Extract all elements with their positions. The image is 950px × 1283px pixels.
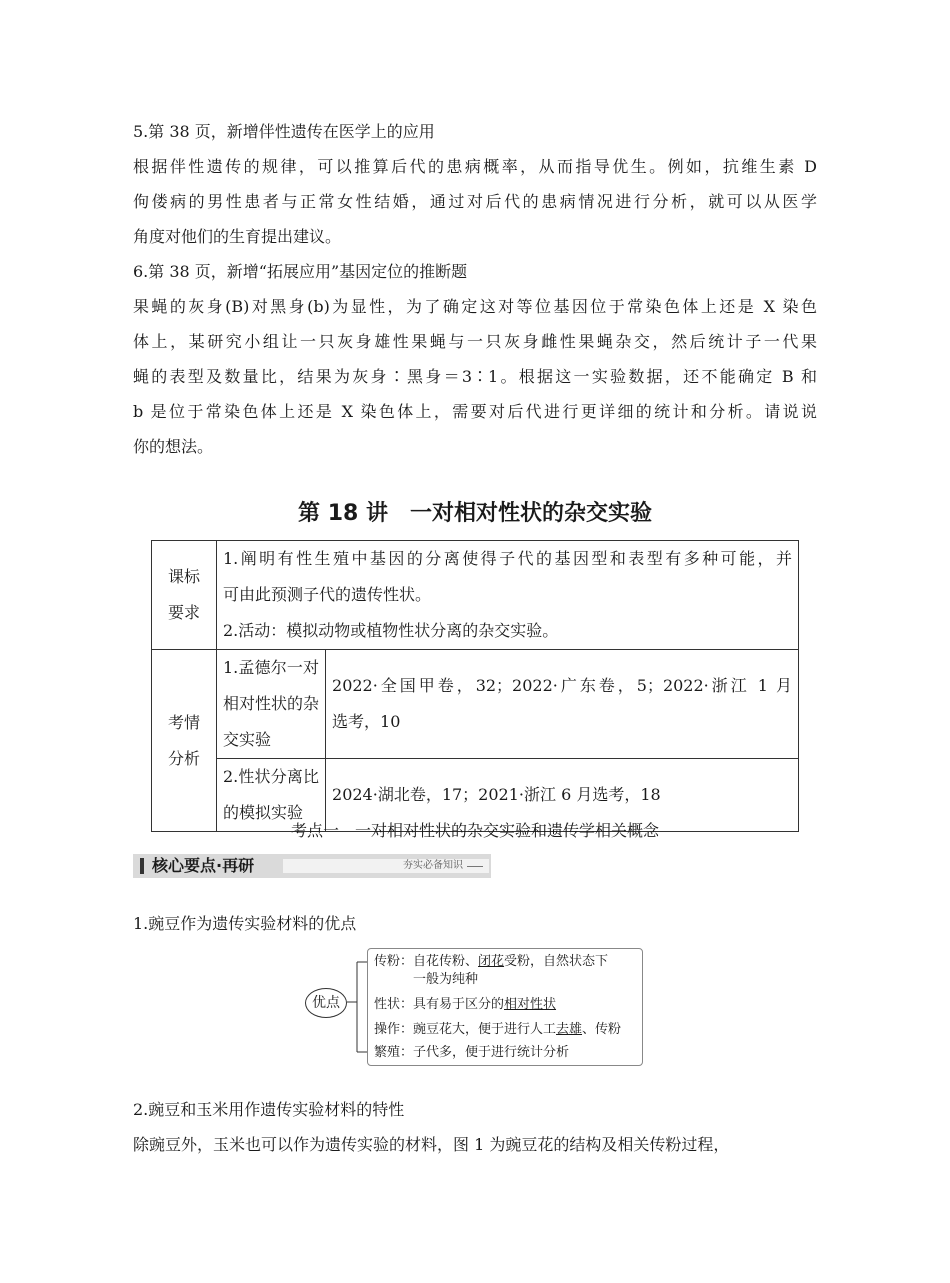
content-line: 2.活动：模拟动物或植物性状分离的杂交实验。 (223, 621, 559, 640)
point1-heading: 1.豌豆作为遗传实验材料的优点 (133, 914, 357, 933)
topic-line: 相对性状的杂 (223, 694, 320, 713)
diagram-box (367, 948, 643, 1066)
curriculum-content (217, 541, 799, 650)
text-line: b 是位于常染色体上还是 X 染色体上，需要对后代进行更详细的统计和分析。请说说 (133, 402, 817, 421)
analysis-label (152, 650, 217, 832)
requirements-table (151, 540, 799, 832)
exam-line: 2022·全国甲卷，32；2022·广东卷，5；2022·浙江 1 月 (332, 676, 792, 695)
diagram-row: 一般为纯种 (374, 972, 479, 987)
section6-body (133, 289, 817, 464)
point2-body (133, 1127, 817, 1162)
text-line: 你的想法。 (133, 437, 214, 456)
banner-tag-text: 夯实必备知识 (403, 860, 463, 871)
topic-line: 的模拟实验 (223, 803, 304, 822)
exam-line: 选考，10 (332, 712, 401, 731)
text-line: 体上，某研究小组让一只灰身雄性果蝇与一只灰身雌性果蝇杂交，然后统计子一代果 (133, 332, 817, 351)
advantages-diagram (305, 948, 645, 1068)
topic-line: 1.孟德尔一对 (223, 658, 320, 677)
point2-heading: 2.豌豆和玉米用作遗传实验材料的特性 (133, 1100, 405, 1119)
exam-line: 2024·湖北卷，17；2021·浙江 6 月选考，18 (332, 785, 661, 804)
table-row (152, 541, 799, 650)
label-line: 分析 (167, 748, 200, 768)
curriculum-label (152, 541, 217, 650)
lecture-title: 第 18 讲 一对相对性状的杂交实验 (298, 501, 652, 526)
banner-tag-line (467, 866, 483, 867)
label-line: 考情 (167, 712, 200, 732)
content-line: 1.阐明有性生殖中基因的分离使得子代的基因型和表型有多种可能，并 (223, 549, 792, 568)
label-line: 课标 (167, 567, 200, 586)
topic-cell (217, 650, 326, 759)
diagram-row: 传粉：自花传粉、闭花受粉，自然状态下 (374, 954, 609, 969)
text-line: 除豌豆外，玉米也可以作为遗传实验的材料，图 1 为豌豆花的结构及相关传粉过程， (133, 1135, 730, 1154)
diagram-row: 操作：豌豆花大，便于进行人工去雄、传粉 (374, 1022, 622, 1037)
exam-cell (326, 650, 799, 759)
topic-line: 2.性状分离比 (223, 767, 320, 786)
label-line: 要求 (167, 603, 200, 622)
banner-bar-icon (140, 858, 144, 874)
text-line: 角度对他们的生育提出建议。 (133, 227, 342, 246)
diagram-row: 性状：具有易于区分的相对性状 (374, 997, 557, 1012)
section5-heading: 5.第 38 页，新增伴性遗传在医学上的应用 (133, 122, 435, 141)
section5-body (133, 149, 817, 254)
kaodian-title: 考点一 一对相对性状的杂交实验和遗传学相关概念 (290, 821, 659, 840)
banner-tag (283, 859, 489, 873)
text-line: 果蝇的灰身(B)对黑身(b)为显性，为了确定这对等位基因位于常染色体上还是 X 染色 (133, 297, 817, 316)
table-row (152, 650, 799, 759)
topic-line: 交实验 (223, 730, 272, 749)
text-line: 佝偻病的男性患者与正常女性结婚，通过对后代的患病情况进行分析，就可以从医学 (133, 192, 817, 211)
diagram-row: 繁殖：子代多，便于进行统计分析 (374, 1045, 570, 1060)
text-line: 根据伴性遗传的规律，可以推算后代的患病概率，从而指导优生。例如，抗维生素 D (133, 157, 817, 176)
text-line: 蝇的表型及数量比，结果为灰身∶黑身＝3∶1。根据这一实验数据，还不能确定 B 和 (133, 367, 817, 386)
content-line: 可由此预测子代的遗传性状。 (223, 585, 432, 604)
section6-heading: 6.第 38 页，新增“拓展应用”基因定位的推断题 (133, 262, 468, 281)
diagram-center-node: 优点 (305, 988, 347, 1018)
section-banner (133, 854, 491, 878)
banner-title: 核心要点·再研 (152, 856, 255, 875)
